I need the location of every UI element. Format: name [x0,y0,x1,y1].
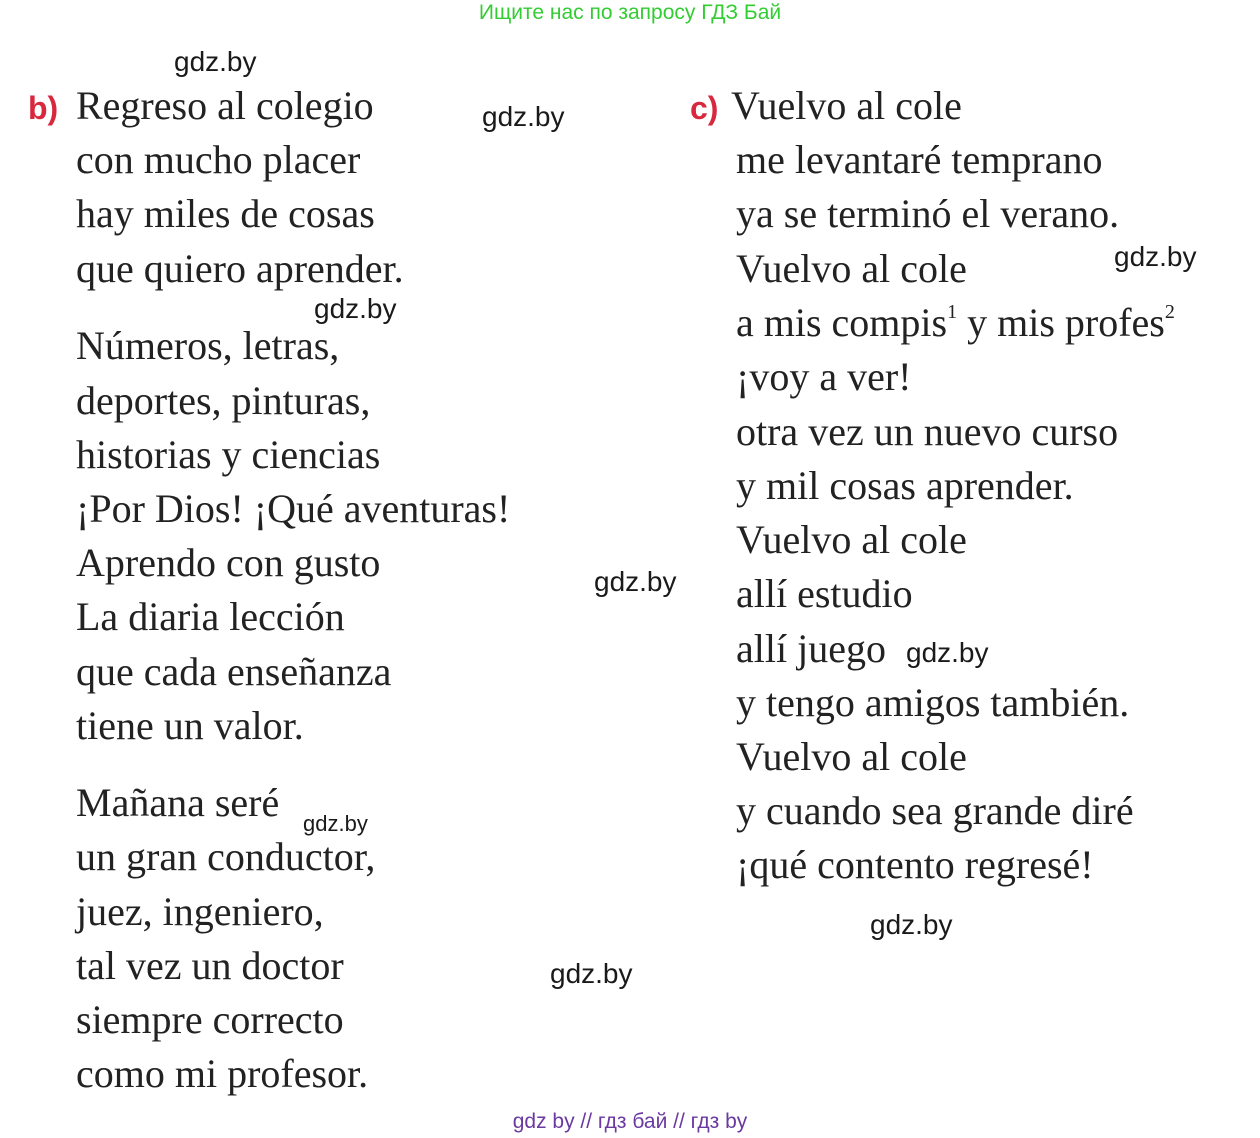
watermark: gdz.by [870,909,953,940]
poem-c-line: ¡qué contento regresé! [736,842,1094,887]
watermark: gdz.by [906,637,989,668]
footer: gdz by // гдз бай // гдз by [512,1110,748,1133]
poem-c-text: a mis compis [736,300,948,345]
poem-c-line: Vuelvo al cole [731,83,962,128]
watermark: gdz.by [314,293,397,324]
poem-c-line: Vuelvo al cole [736,246,967,291]
poem-b-line: siempre correcto [76,997,344,1042]
watermark: gdz.by [594,566,677,597]
poem-c-line: ¡voy a ver! [736,354,912,399]
poem-c-line: me levantaré temprano [736,137,1103,182]
poem-b-line: un gran conductor, [76,834,376,879]
footnote-marker: 1 [947,301,958,323]
poem-b-line: que quiero aprender. [76,246,404,291]
poem-c-line: Vuelvo al cole [736,734,967,779]
poem-b-line: Aprendo con gusto [76,540,381,585]
poem-c-line-footnoted [736,299,1175,347]
poem-b-line: Números, letras, [76,323,340,368]
watermark: gdz.by [550,958,633,989]
poem-b-line: como mi profesor. [76,1051,369,1096]
watermark: gdz.by [174,46,257,77]
footnote-marker: 2 [1164,301,1175,323]
poem-b-line: Regreso al colegio [76,83,374,128]
poem-c-line: allí juego [736,626,886,671]
poem-c-line: Vuelvo al cole [736,517,967,562]
poem-b-line: ¡Por Dios! ¡Qué aventuras! [76,486,511,531]
poem-b-line: Mañana seré [76,780,280,825]
poem-c-line: ya se terminó el verano. [736,191,1120,236]
poem-c-line: y mil cosas aprender. [736,463,1074,508]
watermark: gdz.by [303,811,368,836]
poem-c-text: y mis profes [967,300,1165,345]
poem-b-line: juez, ingeniero, [76,889,324,934]
poem-b-line: historias y ciencias [76,432,381,477]
top-banner: Ищите нас по запросу ГДЗ Бай [478,1,782,24]
poem-c-line: y cuando sea grande diré [736,788,1134,833]
poem-b-line: tal vez un doctor [76,943,344,988]
poem-c-line: allí estudio [736,571,913,616]
poem-b-line: con mucho placer [76,137,361,182]
poem-c-label: c) [690,90,719,126]
poem-b-label: b) [28,90,59,126]
poem-b-line: tiene un valor. [76,703,304,748]
watermark: gdz.by [1114,241,1197,272]
poem-c-line: otra vez un nuevo curso [736,409,1119,454]
poem-b-line: hay miles de cosas [76,191,375,236]
poem-b-line: que cada enseñanza [76,649,392,694]
poem-b-line: La diaria lección [76,594,345,639]
poem-c-line: y tengo amigos también. [736,680,1130,725]
poem-b-line: deportes, pinturas, [76,378,371,423]
watermark: gdz.by [482,101,565,132]
